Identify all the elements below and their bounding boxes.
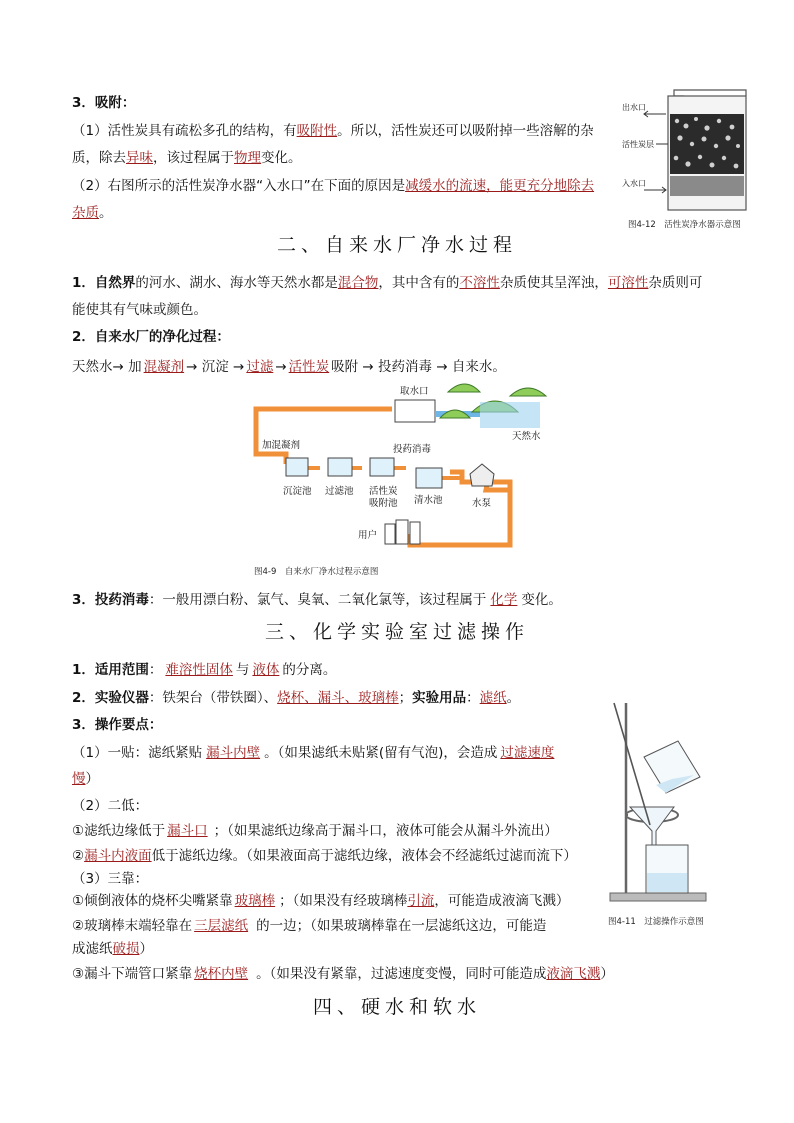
answer-beaker-wall: 烧杯内壁 (194, 966, 249, 982)
text: 3．投药消毒 (72, 592, 149, 608)
label-carbon-1: 活性炭 (369, 486, 398, 497)
text: （2）右图所示的活性炭净水器“入水口”在下面的原因是 (72, 178, 406, 194)
text: 1．自然界 (72, 275, 136, 291)
answer-mixture: 混合物 (337, 275, 379, 291)
text: ： (466, 690, 480, 706)
text: 。（如果没有紧靠，过滤速度变慢，同时可能造成 (256, 966, 547, 982)
water-plant-diagram (250, 382, 570, 557)
answer-instruments: 烧杯、漏斗、玻璃棒 (277, 690, 399, 706)
operation-one-stick-cont (72, 769, 99, 789)
text: ，其中含有的 (378, 275, 460, 291)
answer-impurities: 杂质 (72, 205, 99, 221)
filtration-apparatus (604, 695, 724, 910)
answer-funnel-wall: 漏斗内壁 (206, 745, 261, 761)
operation-three-lean-1 (72, 891, 569, 911)
text: 。 (99, 205, 113, 221)
operation-three-lean-3 (72, 964, 614, 984)
text: ③漏斗下端管口紧靠 (72, 966, 193, 982)
purification-flow-text (72, 357, 506, 377)
operation-three-lean-2-cont (72, 939, 153, 959)
heading-hard-soft-water: 四、硬水和软水 (312, 996, 481, 1018)
text: 低于滤纸边缘。（如果液面高于滤纸边缘，液体会不经滤纸过滤而流下） (151, 848, 577, 864)
text: 变化。 (521, 592, 562, 608)
text: ） (85, 771, 99, 787)
answer-insoluble: 不溶性 (459, 275, 500, 291)
figure-caption-4-9: 图4-9 自来水厂净水过程示意图 (254, 567, 379, 577)
label-natural-water: 天然水 (512, 431, 541, 442)
operation-two-low-2 (72, 846, 577, 866)
answer-soluble: 可溶性 (607, 275, 649, 291)
operation-two-low-1 (72, 821, 558, 841)
answer-three-layers: 三层滤纸 (194, 918, 249, 934)
text: 1．适用范围 (72, 662, 149, 678)
text: 的一边；（如果玻璃棒靠在一层滤纸这边，可能造 (256, 918, 547, 934)
text: ） (139, 941, 153, 957)
text: ①滤纸边缘低于 (72, 823, 166, 839)
text: ，该过程属于 (153, 150, 234, 166)
answer-liquid: 液体 (252, 662, 280, 678)
heading-water-plant: 二、自来水厂净水过程 (276, 234, 517, 256)
paragraph-scope (72, 660, 336, 680)
operation-three-lean-2 (72, 916, 546, 936)
label-disinfect: 投药消毒 (393, 444, 432, 455)
text: 杂质则可 (648, 275, 703, 291)
answer-filtration: 过滤 (246, 359, 274, 375)
text: ②玻璃棒末端轻靠在 (72, 918, 193, 934)
text: 2．实验仪器 (72, 690, 149, 706)
paragraph-adsorption-1-cont (72, 148, 302, 168)
label-outlet: 出水口 (622, 103, 646, 112)
label-settling-tank: 沉淀池 (283, 486, 312, 497)
label-user: 用户 (358, 530, 378, 541)
text: 实验用品 (412, 690, 467, 706)
text: 的河水、湖水、海水等天然水都是 (135, 275, 338, 291)
text: ；（如果没有经玻璃棒 (279, 893, 408, 909)
text: ； (398, 690, 413, 706)
paragraph-disinfection (72, 590, 562, 610)
paragraph-adsorption-2 (72, 176, 594, 196)
text: ①倾倒液体的烧杯尖嘴紧靠 (72, 893, 233, 909)
text: 。所以，活性炭还可以吸附掉一些溶解的杂 (337, 123, 594, 139)
answer-funnel-rim: 漏斗口 (167, 823, 208, 839)
paragraph-instruments (72, 688, 520, 708)
operation-one-stick (72, 743, 554, 763)
text: 变化。 (261, 150, 302, 166)
text: ；（如果滤纸边缘高于漏斗口，液体可能会从漏斗外流出） (213, 823, 558, 839)
operation-three-lean: （3）三靠： (72, 871, 149, 887)
text: （1）一贴：滤纸紧贴 (72, 745, 203, 761)
label-add-coagulant: 加混凝剂 (262, 440, 301, 451)
label-inlet: 入水口 (622, 179, 646, 188)
text: ② (72, 848, 85, 864)
answer-adsorptivity: 吸附性 (296, 123, 338, 139)
text: 天然水→ 加 (72, 359, 142, 375)
answer-liquid-level: 漏斗内液面 (84, 848, 152, 864)
paragraph-adsorption-1 (72, 121, 594, 141)
text: ：铁架台（带铁圈）、 (148, 690, 278, 706)
answer-filter-paper: 滤纸 (479, 690, 507, 706)
text: ，可能造成液滴飞溅） (434, 893, 570, 909)
answer-filter-speed: 过滤速度 (500, 745, 555, 761)
filtration-figure (604, 695, 724, 955)
label-clear-tank: 清水池 (414, 495, 443, 506)
section-title-operation: 3．操作要点： (72, 717, 163, 733)
text: 。（如果滤纸未贴紧(留有气泡)，会造成 (264, 745, 498, 761)
section-title-adsorption: 3．吸附： (72, 95, 136, 111)
text: ：一般用漂白粉、氯气、臭氧、二氧化氯等，该过程属于 (148, 592, 487, 608)
text: （1）活性炭具有疏松多孔的结构，有 (72, 123, 297, 139)
answer-physical: 物理 (234, 150, 261, 166)
text: → 沉淀 → (186, 359, 245, 375)
text: 的分离。 (282, 662, 337, 678)
paragraph-natural-water-cont: 能使其有气味或颜色。 (72, 302, 207, 318)
text: → (275, 359, 287, 375)
text: ： (148, 662, 163, 678)
text: 与 (235, 662, 250, 678)
answer-activated-carbon: 活性炭 (288, 359, 330, 375)
text: 成滤纸 (72, 941, 113, 957)
label-carbon-layer: 活性炭层 (622, 140, 654, 149)
text: 吸附 → 投药消毒 → 自来水。 (331, 359, 506, 375)
paragraph-adsorption-2-cont (72, 203, 113, 223)
label-carbon-2: 吸附池 (369, 498, 398, 509)
text: ） (600, 966, 614, 982)
carbon-filter-figure (622, 86, 762, 234)
figure-caption-4-12: 图4-12 活性炭净水器示意图 (628, 220, 741, 230)
text: 杂质使其呈浑浊， (499, 275, 608, 291)
answer-reason: 减缓水的流速，能更充分地除去 (405, 178, 595, 194)
carbon-filter-illustration (622, 86, 762, 221)
answer-glass-rod: 玻璃棒 (234, 893, 276, 909)
water-plant-figure (250, 382, 570, 587)
text: 。 (506, 690, 521, 706)
answer-odor: 异味 (126, 150, 153, 166)
figure-caption-4-11: 图4-11 过滤操作示意图 (608, 917, 704, 927)
answer-drainage: 引流 (407, 893, 435, 909)
answer-chemical: 化学 (490, 592, 518, 608)
paragraph-natural-water (72, 273, 702, 293)
section-title-purification: 2．自来水厂的净化过程： (72, 329, 230, 345)
label-pump: 水泵 (472, 498, 492, 509)
heading-lab-filtration: 三、化学实验室过滤操作 (264, 621, 529, 643)
label-intake: 取水口 (400, 386, 429, 397)
text: 质，除去 (72, 150, 126, 166)
answer-broken: 破损 (112, 941, 140, 957)
answer-splash: 液滴飞溅 (546, 966, 601, 982)
operation-two-low: （2）二低： (72, 798, 149, 814)
answer-coagulant: 混凝剂 (143, 359, 185, 375)
label-filter-tank: 过滤池 (325, 486, 354, 497)
answer-slow: 慢 (72, 771, 86, 787)
answer-insoluble-solid: 难溶性固体 (165, 662, 233, 678)
